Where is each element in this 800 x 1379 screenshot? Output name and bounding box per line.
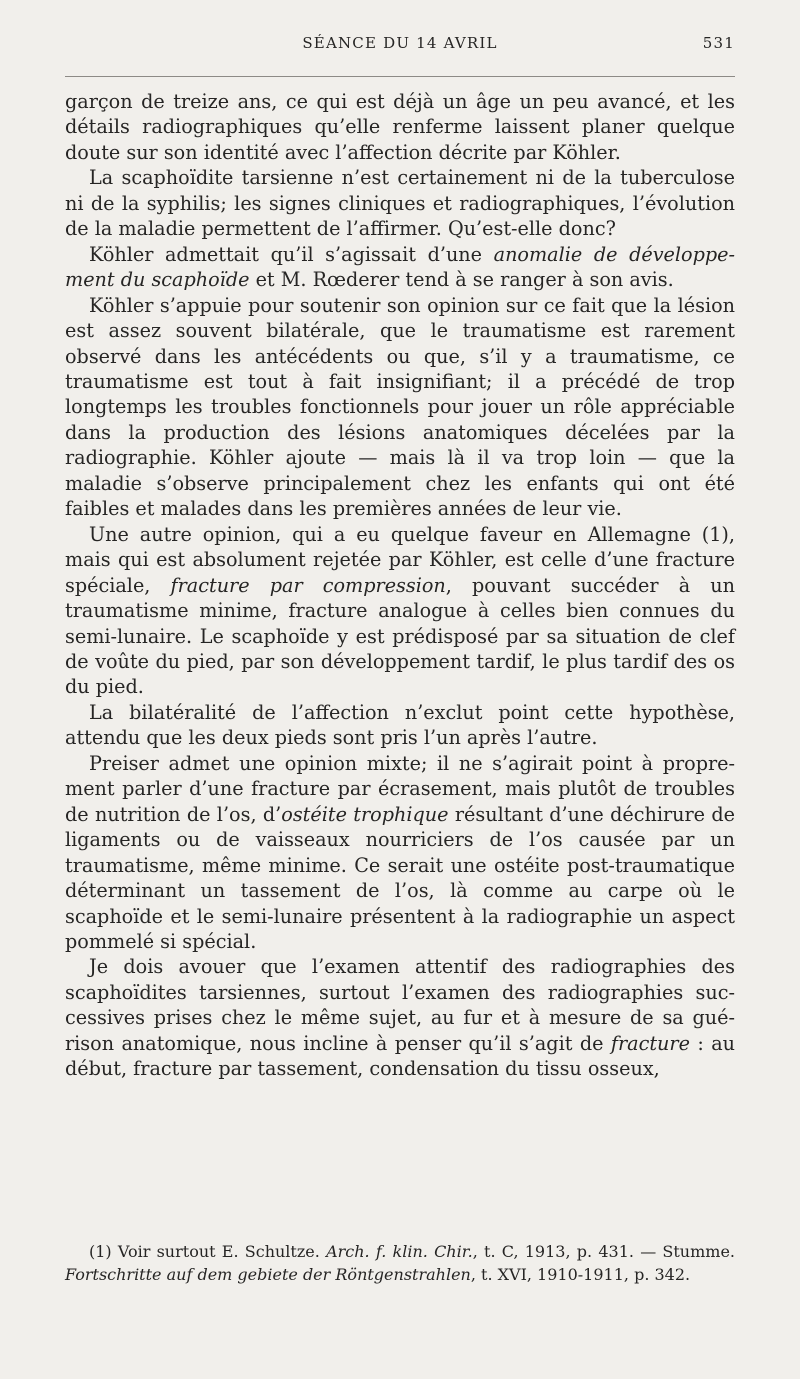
paragraph <box>65 242 735 293</box>
text-run: Je dois avouer que l’examen attentif des radiographies des scaphoïdites tarsiennes, surtout l’examen des radiographies successives prises chez le même sujet, au fur et à mesure de sa guérison anatomique, nous incline à penser qu’il s’agit de <box>65 955 735 1055</box>
text-run: Köhler admettait qu’il s’agissait d’une <box>89 242 494 266</box>
paragraph <box>65 751 735 955</box>
paragraph <box>65 700 735 751</box>
paragraph <box>65 89 735 165</box>
italic-text: ostéite trophique <box>281 802 449 826</box>
text-run: résultant d’une déchirure de ligaments ou de vaisseaux nourriciers de l’os causée par un traumatisme, même minime. Ce serait une ostéite post-traumatique déterminant un tassement de l’os, là comme au carpe où le scaphoïde et le semi-lunaire présentent à la radiographie un aspect pommelé si spécial. <box>65 802 735 953</box>
text-run: La scaphoïdite tarsienne n’est certainement ni de la tuberculose ni de la syphilis; les signes cliniques et radiographiques, l’évolution de la maladie permettent de l’affirmer. Qu’est-elle donc? <box>65 166 735 241</box>
paragraph <box>65 165 735 241</box>
paragraph <box>65 954 735 1081</box>
text-run: Köhler s’appuie pour soutenir son opinion sur ce fait que la lésion est assez souvent bilatérale, que le traumatisme est rarement observé dans les antécédents ou que, s’il y a traumatisme, ce traumatisme est tout à fait insignifiant; il a précédé de trop longtemps les troubles fonctionnels pour jouer un rôle appréciable dans la production des lésions anatomiques décelées par la radiographie. Köhler ajoute — mais là il va trop loin — que la maladie s’observe principalement chez les enfants qui ont été faibles et malades dans les premières années de leur vie. <box>65 293 735 521</box>
text-run: : au début, fracture par tassement, condensation du tissu osseux, <box>65 1031 735 1081</box>
text-run: Une autre opinion, qui a eu quelque faveur en Allemagne (1), mais qui est absolument rejetée par Köhler, est celle d’une fracture spéciale, <box>65 522 735 597</box>
text-run: (1) Voir surtout E. Schultze. <box>89 1242 327 1261</box>
paragraph <box>65 522 735 700</box>
text-run: , t. C, 1913, p. 431. — Stumme. <box>472 1242 736 1261</box>
body-text <box>65 89 735 1082</box>
page-number: 531 <box>702 34 735 52</box>
footnote <box>65 1240 735 1286</box>
italic-text: fracture <box>610 1031 690 1055</box>
paragraph <box>65 293 735 522</box>
italic-text: anomalie de développement du scaphoïde <box>65 242 735 292</box>
text-run: et M. Rœderer tend à se ranger à son avis. <box>249 268 674 292</box>
text-run: La bilatéralité de l’affection n’exclut point cette hypothèse, attendu que les deux pieds sont pris l’un après l’autre. <box>65 700 735 750</box>
italic-text: Arch. f. klin. Chir. <box>326 1242 473 1261</box>
footnote-paragraph <box>65 1240 735 1286</box>
text-run: , t. XVI, 1910-1911, p. 342. <box>470 1265 691 1284</box>
italic-text: fracture par compression <box>170 573 446 597</box>
running-head <box>65 34 735 58</box>
italic-text: Fortschritte auf dem gebiete der Röntgenstrahlen <box>65 1265 471 1284</box>
text-run: garçon de treize ans, ce qui est déjà un âge un peu avancé, et les détails radiographiques qu’elle renferme laissent planer quelque doute sur son identité avec l’affection décrite par Köhler. <box>65 90 735 164</box>
header-rule <box>65 76 735 77</box>
running-head-title: SÉANCE DU 14 AVRIL <box>302 34 498 52</box>
text-run: , pouvant succéder à un traumatisme minime, fracture analogue à celles bien connues du semi-lunaire. Le scaphoïde y est prédisposé par sa situation de clef de voûte du pied, par son développement tardif, le plus tardif des os du pied. <box>65 573 735 699</box>
text-run: Preiser admet une opinion mixte; il ne s’agirait point à proprement parler d’une fracture par écrasement, mais plutôt de troubles de nutrition de l’os, d’ <box>65 751 735 826</box>
